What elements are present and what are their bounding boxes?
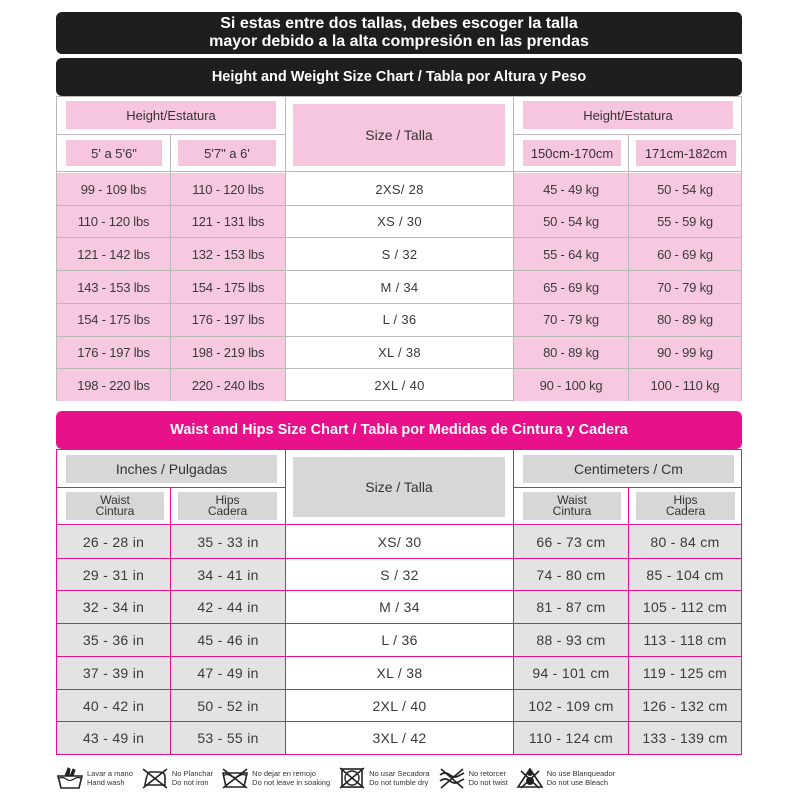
- cell-col-5: 80 - 89 kg: [629, 304, 741, 336]
- cell-size: XL / 38: [376, 664, 423, 681]
- cell-col-1: 121 - 142 lbs: [57, 238, 170, 270]
- cell-col-1: 29 - 31 in: [57, 559, 170, 591]
- cell-col-1: 26 - 28 in: [57, 526, 170, 558]
- care-item: No dejar en remojo Do not leave in soaking: [221, 767, 330, 789]
- care-instructions: [56, 760, 746, 796]
- row-divider: [57, 590, 741, 591]
- cell-col-2: 35 - 33 in: [171, 526, 285, 558]
- cell-col-1: 154 - 175 lbs: [57, 304, 170, 336]
- cell-col-5: 100 - 110 kg: [629, 369, 741, 401]
- cell-col-4: 70 - 79 kg: [514, 304, 628, 336]
- cell-size: 2XL / 40: [374, 377, 425, 393]
- cell-col-2: 220 - 240 lbs: [171, 369, 285, 401]
- care-item: No Planchar Do not iron: [141, 767, 213, 789]
- cell-col-1: 37 - 39 in: [57, 657, 170, 689]
- cell-size: S / 32: [381, 246, 418, 262]
- cell-col-5: 80 - 84 cm: [629, 526, 741, 558]
- cell-size: 3XL / 42: [372, 730, 427, 747]
- cell-col-2: 53 - 55 in: [171, 722, 285, 754]
- cell-col-5: 85 - 104 cm: [629, 559, 741, 591]
- row-divider: [57, 721, 741, 722]
- cell-col-4: 80 - 89 kg: [514, 337, 628, 369]
- cm-hips-header: Hips Cadera: [636, 492, 735, 520]
- cell-size: XS / 30: [377, 214, 422, 230]
- cell-col-2: 45 - 46 in: [171, 624, 285, 656]
- inches-group-header: Inches / Pulgadas: [66, 455, 277, 483]
- inches-waist-header: Waist Cintura: [66, 492, 164, 520]
- cell-col-4: 66 - 73 cm: [514, 526, 628, 558]
- cell-col-4: 94 - 101 cm: [514, 657, 628, 689]
- table-row: [57, 559, 741, 591]
- table-row: [57, 173, 741, 205]
- cell-col-2: 121 - 131 lbs: [171, 206, 285, 238]
- cell-col-1: 99 - 109 lbs: [57, 173, 170, 205]
- care-item: Lavar a mano Hand wash: [56, 767, 133, 789]
- cell-col-5: 90 - 99 kg: [629, 337, 741, 369]
- cell-col-5: 70 - 79 kg: [629, 271, 741, 303]
- cell-col-4: 81 - 87 cm: [514, 591, 628, 623]
- cell-col-2: 47 - 49 in: [171, 657, 285, 689]
- cell-col-5: 105 - 112 cm: [629, 591, 741, 623]
- care-item: No use Blanqueador Do not use Bleach: [516, 767, 615, 789]
- size-header: Size / Talla: [293, 104, 505, 166]
- cell-col-2: 132 - 153 lbs: [171, 238, 285, 270]
- cell-col-1: 198 - 220 lbs: [57, 369, 170, 401]
- cell-col-2: 42 - 44 in: [171, 591, 285, 623]
- table-row: [57, 526, 741, 558]
- cm-waist-header: Waist Cintura: [523, 492, 621, 520]
- cell-col-2: 154 - 175 lbs: [171, 271, 285, 303]
- cell-col-2: 176 - 197 lbs: [171, 304, 285, 336]
- cell-col-1: 143 - 153 lbs: [57, 271, 170, 303]
- cell-col-2: 110 - 120 lbs: [171, 173, 285, 205]
- cell-size: XS/ 30: [377, 534, 422, 550]
- cell-col-1: 35 - 36 in: [57, 624, 170, 656]
- right-group-header: Height/Estatura: [523, 101, 733, 129]
- cell-col-4: 88 - 93 cm: [514, 624, 628, 656]
- col-header-5-56: 5' a 5'6": [66, 140, 162, 166]
- cell-col-4: 90 - 100 kg: [514, 369, 628, 401]
- table-row: [57, 690, 741, 722]
- care-item: No usar Secadora Do not tumble dry: [338, 767, 429, 789]
- cell-col-5: 133 - 139 cm: [629, 722, 741, 754]
- waist-hips-title: Waist and Hips Size Chart / Tabla por Medidas de Cintura y Cadera: [56, 411, 742, 449]
- cell-col-2: 34 - 41 in: [171, 559, 285, 591]
- cell-size: L / 36: [382, 312, 417, 328]
- row-divider: [57, 656, 741, 657]
- table-row: [57, 591, 741, 623]
- table-row: [57, 271, 741, 303]
- table-row: [57, 722, 741, 754]
- cell-col-4: 55 - 64 kg: [514, 238, 628, 270]
- notice-line-2: mayor debido a la alta compresión en las prendas: [209, 33, 589, 50]
- table-row: [57, 238, 741, 270]
- cell-col-4: 102 - 109 cm: [514, 690, 628, 722]
- table-row: [57, 337, 741, 369]
- row-divider: [57, 336, 741, 337]
- cell-size: M / 34: [379, 599, 420, 616]
- cell-col-4: 110 - 124 cm: [514, 722, 628, 754]
- row-divider: [57, 623, 741, 624]
- centimeters-group-header: Centimeters / Cm: [523, 455, 734, 483]
- cell-col-1: 40 - 42 in: [57, 690, 170, 722]
- row-divider: [57, 303, 741, 304]
- row-divider: [57, 205, 741, 206]
- col-header-150-170: 150cm-170cm: [523, 140, 621, 166]
- size-header: Size / Talla: [293, 457, 505, 517]
- cell-size: M / 34: [380, 279, 419, 295]
- cell-col-5: 119 - 125 cm: [629, 657, 741, 689]
- cell-col-5: 126 - 132 cm: [629, 690, 741, 722]
- cell-col-1: 110 - 120 lbs: [57, 206, 170, 238]
- no-tumble-dry-icon: [338, 767, 366, 789]
- inches-hips-header: Hips Cadera: [178, 492, 277, 520]
- cell-size: XL / 38: [378, 345, 421, 360]
- care-item: No retorcer Do not twist: [438, 767, 508, 789]
- table-row: [57, 304, 741, 336]
- cell-col-4: 65 - 69 kg: [514, 271, 628, 303]
- height-weight-title: Height and Weight Size Chart / Tabla por Altura y Peso: [56, 58, 742, 96]
- cell-size: 2XS/ 28: [375, 181, 424, 197]
- cell-size: L / 36: [381, 632, 418, 649]
- cell-col-5: 60 - 69 kg: [629, 238, 741, 270]
- col-header-171-182: 171cm-182cm: [636, 140, 736, 166]
- cell-col-5: 55 - 59 kg: [629, 206, 741, 238]
- row-divider: [57, 558, 741, 559]
- cell-size: 2XL / 40: [372, 697, 427, 714]
- table-row: [57, 624, 741, 656]
- no-iron-icon: [141, 767, 169, 789]
- notice-line-1: Si estas entre dos tallas, debes escoger la talla: [220, 15, 578, 32]
- cell-col-5: 113 - 118 cm: [629, 624, 741, 656]
- cell-col-4: 45 - 49 kg: [514, 173, 628, 205]
- cell-col-1: 43 - 49 in: [57, 722, 170, 754]
- row-divider: [57, 689, 741, 690]
- cell-size: S / 32: [380, 566, 419, 583]
- col-header-57-6: 5'7" a 6': [178, 140, 276, 166]
- hand-wash-icon: [56, 767, 84, 789]
- no-twist-icon: [438, 767, 466, 789]
- row-divider: [57, 237, 741, 238]
- table-row: [57, 657, 741, 689]
- cell-col-5: 50 - 54 kg: [629, 173, 741, 205]
- cell-col-2: 198 - 219 lbs: [171, 337, 285, 369]
- cell-col-1: 176 - 197 lbs: [57, 337, 170, 369]
- left-group-header: Height/Estatura: [66, 101, 276, 129]
- row-divider: [57, 368, 741, 369]
- cell-col-4: 74 - 80 cm: [514, 559, 628, 591]
- cell-col-2: 50 - 52 in: [171, 690, 285, 722]
- compression-notice-banner: [56, 12, 742, 54]
- table-row: [57, 206, 741, 238]
- no-bleach-icon: [516, 767, 544, 789]
- no-soak-icon: [221, 767, 249, 789]
- table-row: [57, 369, 741, 401]
- cell-col-4: 50 - 54 kg: [514, 206, 628, 238]
- row-divider: [57, 270, 741, 271]
- cell-col-1: 32 - 34 in: [57, 591, 170, 623]
